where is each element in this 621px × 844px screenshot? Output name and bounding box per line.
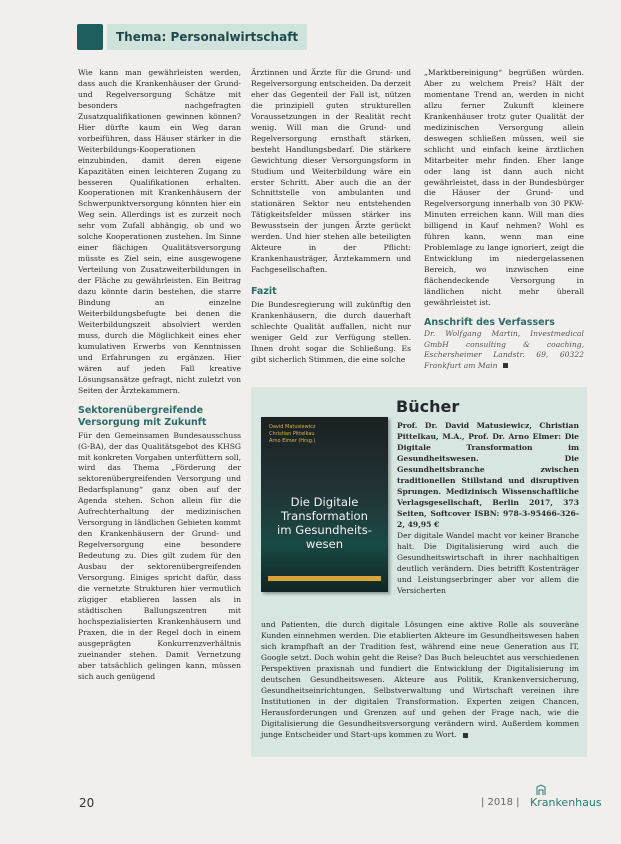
cover-title-line-4: wesen	[305, 537, 344, 551]
col3-paragraph-1: „Marktbereinigung“ begrüßen würden. Aber zu welchem Preis? Hält der momentane Trend an, werden in nicht allzu ferner Zukunft kleinere Krankenhäuser trotz guter Qualität der medizinischen Versorgung allein deswegen schließen müssen, weil sie schlicht und einfach keine ärztlichen Mitarbeiter mehr finden. Eher lange oder lang ist dann auch nicht gewährleistet, dass in der Bundesbürger die Häuser der Grund- und Regelversorgung innerhalb von 30 PKW-Minuten erreichen kann. Will man dies billigend in Kauf nehmen? Wohl es führen kann, wenn man eine Problemlage zu lange ignoriert, zeigt die Entwicklung im niedergelassenen Bereich, wo inzwischen eine flächendeckende Versorgung in ländlichen nicht mehr überall gewährleistet ist.	[424, 68, 584, 308]
cover-subtitle-illegible	[269, 551, 380, 559]
book-description-top	[397, 420, 579, 596]
col2-paragraph-2: Die Bundesregierung will zukünftig den Krankenhäusern, die durch dauerhaft schlechte Qualität auffallen, nicht nur weniger Geld zur Verfügung stellen. Ihnen droht sogar die Schließung. Es gibt sicherlich Stimmen, die eine solche	[251, 300, 411, 364]
cover-accent-bar	[268, 576, 381, 581]
logo-icon	[534, 784, 548, 796]
cover-author-2: Christian Pittelkau	[269, 431, 315, 437]
books-heading: Bücher	[396, 397, 460, 416]
cover-author-3: Arno Elmer (Hrsg.)	[269, 438, 316, 444]
cover-title-line-2: Transformation	[281, 509, 368, 523]
book-description-bottom	[261, 619, 579, 740]
cover-title-line-3: im Gesundheits-	[277, 523, 372, 537]
header-color-square	[77, 24, 103, 50]
issue-year: | 2018 |	[481, 797, 520, 808]
book-citation: Prof. Dr. David Matusiewicz, Christian Pittelkau, M.A., Prof. Dr. Arno Elmer: Die Digitale Transformation im Gesundheitswesen. Die Gesundheitsbranche zwischen traditionellen Stillstand und disruptiven Sprungen. Medizinisch Wissenschaftliche Verlagsgesellschaft, Berlin 2017, 373 Seiten, Softcover ISBN: 978-3-95466-326-2, 49,95 €	[397, 421, 579, 529]
section-title: Thema: Personalwirtschaft	[107, 24, 307, 50]
cover-author-1: David Matusiewicz	[269, 424, 316, 430]
book-paragraph-1: Der digitale Wandel macht vor keiner Branche halt. Die Digitalisierung wird auch die Gesundheitswirtschaft in ihrer nachhaltigen deutlich verändern. Dies betrifft Kostenträger und Leistungserbringer aber vor allem die Versicherten	[397, 531, 579, 595]
column-2	[251, 68, 411, 366]
author-address	[424, 329, 584, 371]
col2-subheading: Fazit	[251, 286, 277, 298]
column-1	[78, 68, 241, 683]
books-box	[251, 387, 587, 757]
page-number: 20	[79, 796, 95, 810]
section-header	[77, 24, 307, 52]
author-address-text: Dr. Wolfgang Martin, Investmedical GmbH consulting & coaching, Eschersheimer Landstr. 69, 60322 Frankfurt am Main	[424, 328, 584, 370]
cover-title	[261, 495, 388, 551]
col1-paragraph-2: Für den Gemeinsamen Bundesausschuss (G-BA), der das Qualitätsgebot des KHSG mit konkreten Vorgaben unterfüttern soll, wird das Thema „Förderung der sektorenübergreifenden Versorgung und Bedarfsplanung“ ganz oben auf der Agenda stehen. Schon allein für die Aufrechterhaltung der medizinischen Versorgung in ländlichen Gebieten kommt den Krankenhäusern der Grund- und Regelversorgung eine besondere Bedeutung zu. Dies gilt zudem für den Ausbau der sektorenübergreifenden Versorgung. Einiges spricht dafür, dass die vernetzte Strukturen hier vermutlich zügiger etablieren lassen als in städtischen Ballungszentren mit hochspezialisierten Krankenhäusern und Praxen, die in der Regel doch in einem ausgeprägten Konkurrenzverhältnis zueinander stehen. Damit Vernetzung aber tatsächlich gelingen kann, müssen sich auch genügend	[78, 430, 241, 681]
book-cover-image	[261, 417, 388, 592]
column-3	[424, 68, 584, 371]
col1-subheading: Sektorenübergreifende Versorgung mit Zukunft	[78, 404, 207, 428]
publication-logo: Krankenhaus	[530, 796, 602, 809]
col2-paragraph-1: Ärztinnen und Ärzte für die Grund- und Regelversorgung entscheiden. Da derzeit eher das Gegenteil der Fall ist, nützen die prinzipiell guten strukturellen Voraussetzungen in der Realität recht wenig. Will man die Grund- und Regelversorgung ernsthaft stärken, besteht Handlungsbedarf. Die stärkere Gewichtung dieser Versorgungsform in Studium und Weiterbildung wäre ein erster Schritt. Aber auch die an der Schnittstelle von ambulanten und stationären Sektor neu entstehenden Tätigkeitsfelder müssen stärker ins Bewusstsein der jungen Ärzte gerückt werden. Und hier stehen alle beteiligten Akteure in der Pflicht: Krankenhausträger, Ärztekammern und Fachgesellschaften.	[251, 68, 411, 275]
book-paragraph-2: und Patienten, die durch digitale Lösungen eine aktive Rolle als souveräne Kunden einnehmen werden. Die etablierten Akteure im Gesundheitswesen haben sich krampfhaft an der Tradition fest, während eine neue Generation aus IT, Google setzt. Doch wohin geht die Reise? Das Buch beleuchtet aus verschiedenen Perspektiven praxisnah und fundiert die Entwicklung der Digitalisierung im deutschen Gesundheitswesen. Akteure aus Politik, Krankenversicherung, Gesundheitseinrichtungen, Selbstverwaltung und Wirtschaft vereinen ihre Institutionen in der digitalen Transformation. Experten zeigen Chancen, Herausforderungen und Grenzen auf und gehen der Frage nach, wie die Digitalisierung die Gesundheitsversorgung verändern wird. Außerdem kommen junge Entscheider und Start-ups kommen zu Wort.	[261, 620, 579, 739]
cover-title-line-1: Die Digitale	[290, 495, 359, 509]
author-heading: Anschrift des Verfassers	[424, 316, 555, 328]
cover-authors	[269, 424, 315, 445]
end-mark	[503, 363, 508, 368]
col1-paragraph-1: Wie kann man gewährleisten werden, dass auch die Krankenhäuser der Grund- und Regelversorgung Schätze mit besonders nachgefragten Zusatzqualifikationen gewinnen können? Hier dürfte kaum ein Weg daran vorbeiführen, dass Häuser stärker in die Weiterbildungs-Kooperationen einzubinden, damit deren eigene Kapazitäten einen leichteren Zugang zu besseren Qualifikationen erhalten. Kooperationen mit Krankenhäusern der Schwerpunktversorgung könnten hier ein Weg sein. Allerdings ist es zurzeit noch sehr vom Zufall abhängig, ob und wo solche Kooperationen zustehen. Im Sinne einer flächigen Qualitätsversorgung müsste es Ziel sein, eine ausgewogene Verteilung von Zusatzweiterbildungen in der Fläche zu gewährleisten. Ein Beitrag dazu könnte darin bestehen, die starre Bindung an einzelne Weiterbildungsbefugte bei denen die Weiterbildungszeit absolviert werden muss, durch die Möglichkeit eines eher kumulativen Erwerbs von Kenntnissen und Erfahrungen zu ergänzen. Hier wären auf jeden Fall kreative Lösungsansätze gefragt, nicht zuletzt von Seiten der Ärztekammern.	[78, 68, 241, 395]
book-end-mark	[463, 733, 468, 738]
